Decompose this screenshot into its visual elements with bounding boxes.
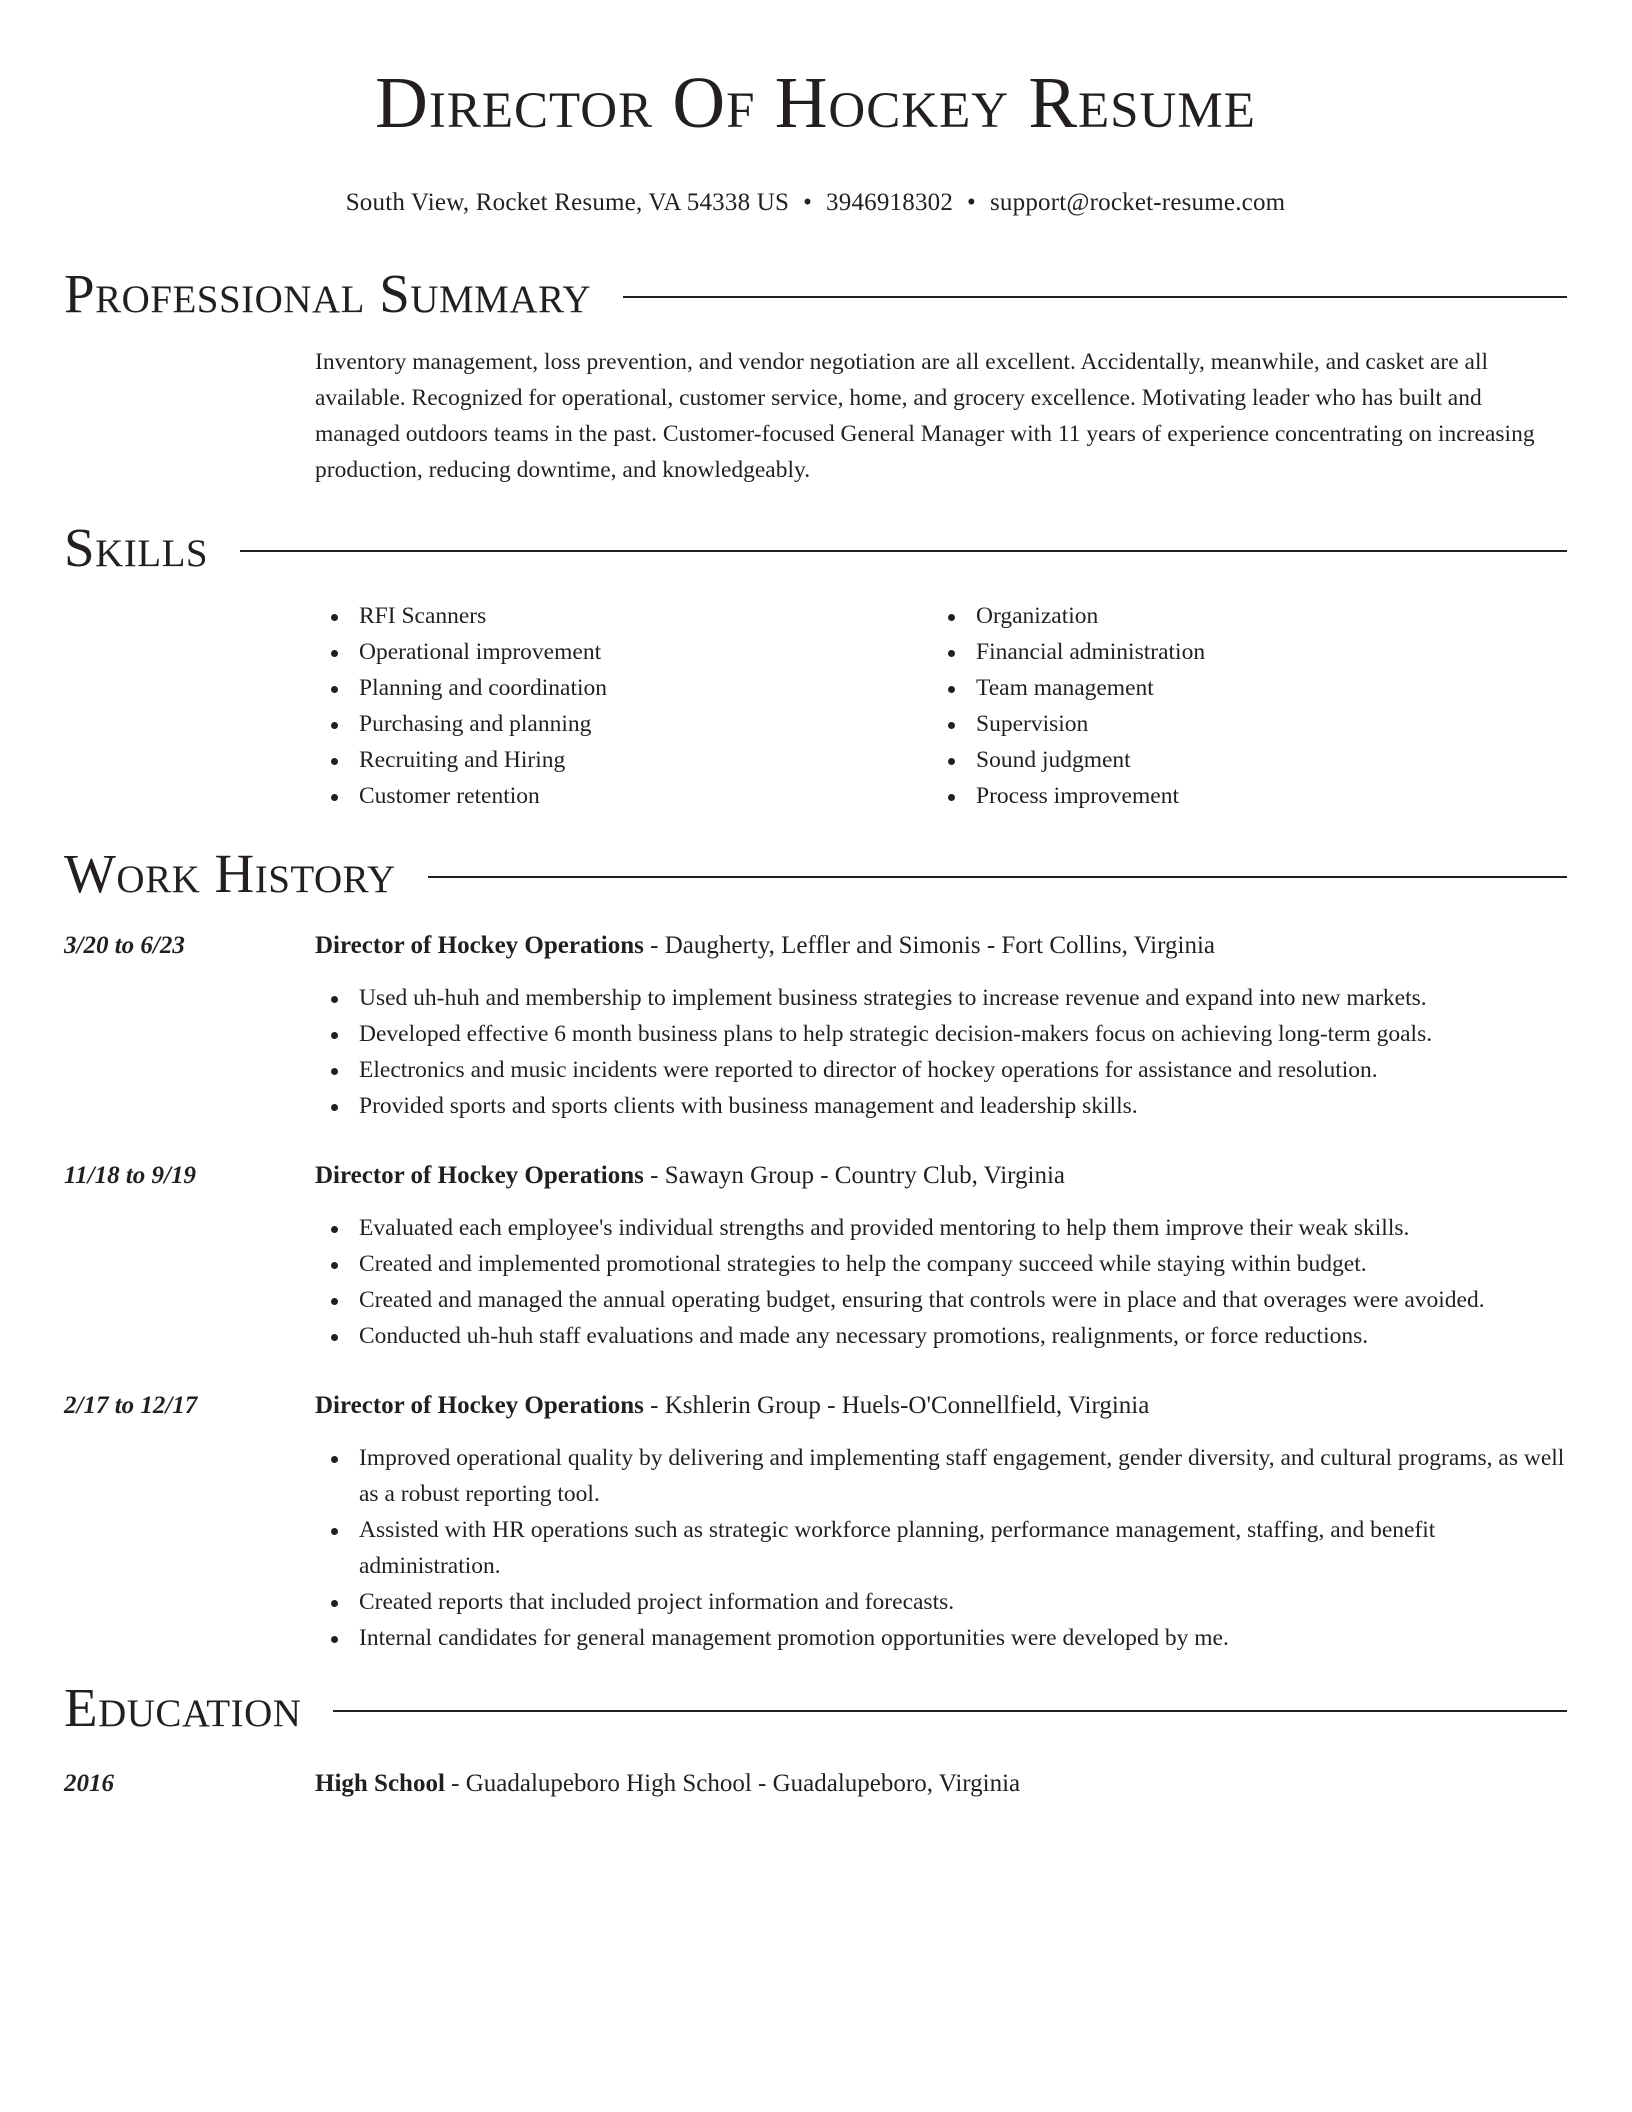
job-entry	[64, 1388, 1567, 1656]
summary-heading: Professional Summary	[64, 263, 592, 324]
job-role: Director of Hockey Operations	[315, 1392, 644, 1419]
skills-section-header	[64, 516, 1567, 580]
resume-header	[64, 0, 1567, 218]
skills-column-right	[932, 598, 1549, 814]
job-title-line	[315, 1158, 1567, 1194]
contact-line	[64, 188, 1567, 218]
job-bullet: Created and implemented promotional strategies to help the company succeed while staying within budget.	[315, 1246, 1567, 1282]
skill-item: Supervision	[932, 706, 1549, 742]
job-body	[315, 928, 1567, 1124]
skill-item: Financial administration	[932, 634, 1549, 670]
job-company-location: - Kshlerin Group - Huels-O'Connellfield, Virginia	[643, 1392, 1150, 1419]
job-company-location: - Daugherty, Leffler and Simonis - Fort Collins, Virginia	[643, 932, 1215, 959]
education-year: 2016	[64, 1770, 114, 1797]
job-title-line	[315, 1388, 1567, 1424]
job-entry	[64, 1158, 1567, 1354]
skill-item: RFI Scanners	[315, 598, 932, 634]
job-bullet: Created reports that included project information and forecasts.	[315, 1584, 1567, 1620]
education-school-location: - Guadalupeboro High School - Guadalupeboro, Virginia	[444, 1770, 1021, 1797]
skills-heading: Skills	[64, 517, 209, 578]
job-role: Director of Hockey Operations	[315, 932, 644, 959]
contact-email: support@rocket-resume.com	[990, 189, 1286, 216]
job-bullet: Conducted uh-huh staff evaluations and made any necessary promotions, realignments, or force reductions.	[315, 1318, 1567, 1354]
job-title-line	[315, 928, 1567, 964]
job-dates: 3/20 to 6/23	[64, 932, 185, 959]
section-divider	[428, 876, 1567, 878]
job-bullet: Electronics and music incidents were reported to director of hockey operations for assistance and resolution.	[315, 1052, 1567, 1088]
job-bullet: Used uh-huh and membership to implement business strategies to increase revenue and expand into new markets.	[315, 980, 1567, 1016]
skill-item: Operational improvement	[315, 634, 932, 670]
job-bullet: Created and managed the annual operating budget, ensuring that controls were in place and that overages were avoided.	[315, 1282, 1567, 1318]
education-section-header	[64, 1676, 1567, 1740]
skills-list	[315, 598, 1567, 814]
skills-column-left	[315, 598, 932, 814]
education-degree: High School	[315, 1770, 445, 1797]
job-company-location: - Sawayn Group - Country Club, Virginia	[643, 1162, 1066, 1189]
job-bullets	[315, 1210, 1567, 1354]
skill-item: Sound judgment	[932, 742, 1549, 778]
section-divider	[623, 296, 1567, 298]
job-body	[315, 1388, 1567, 1656]
work-section-header	[64, 842, 1567, 906]
job-bullet: Developed effective 6 month business plans to help strategic decision-makers focus on achieving long-term goals.	[315, 1016, 1567, 1052]
contact-separator: •	[967, 189, 976, 216]
section-divider	[240, 550, 1567, 552]
skill-item: Process improvement	[932, 778, 1549, 814]
education-body	[315, 1766, 1567, 1802]
skill-item: Customer retention	[315, 778, 932, 814]
contact-address: South View, Rocket Resume, VA 54338 US	[345, 189, 790, 216]
skill-item: Planning and coordination	[315, 670, 932, 706]
resume-title: Director Of Hockey Resume	[375, 62, 1256, 143]
job-role: Director of Hockey Operations	[315, 1162, 644, 1189]
job-bullets	[315, 1440, 1567, 1656]
section-divider	[333, 1710, 1567, 1712]
job-dates: 2/17 to 12/17	[64, 1392, 198, 1419]
job-bullets	[315, 980, 1567, 1124]
contact-separator: •	[803, 189, 813, 216]
skill-item: Purchasing and planning	[315, 706, 932, 742]
job-bullet: Internal candidates for general management promotion opportunities were developed by me.	[315, 1620, 1567, 1656]
job-body	[315, 1158, 1567, 1354]
education-line	[315, 1766, 1567, 1802]
job-bullet: Improved operational quality by delivering and implementing staff engagement, gender diversity, and cultural programs, as well as a robust reporting tool.	[315, 1440, 1567, 1512]
job-bullet: Provided sports and sports clients with business management and leadership skills.	[315, 1088, 1567, 1124]
contact-phone: 3946918302	[826, 189, 954, 216]
education-heading: Education	[64, 1677, 302, 1738]
summary-section-header	[64, 262, 1567, 326]
skill-item: Recruiting and Hiring	[315, 742, 932, 778]
job-bullet: Assisted with HR operations such as strategic workforce planning, performance management, staffing, and benefit administration.	[315, 1512, 1567, 1584]
education-entry	[64, 1766, 1567, 1802]
skill-item: Team management	[932, 670, 1549, 706]
job-dates: 11/18 to 9/19	[64, 1162, 196, 1189]
job-entry	[64, 928, 1567, 1124]
job-bullet: Evaluated each employee's individual strengths and provided mentoring to help them improve their weak skills.	[315, 1210, 1567, 1246]
summary-text: Inventory management, loss prevention, and vendor negotiation are all excellent. Accidentally, meanwhile, and casket are all available. Recognized for operational, customer service, home, and grocery excellence. Motivating leader who has built and managed outdoors teams in the past. Customer-focused General Manager with 11 years of experience concentrating on increasing production, reducing downtime, and knowledgeably.	[315, 349, 1535, 483]
skill-item: Organization	[932, 598, 1549, 634]
work-heading: Work History	[64, 843, 396, 904]
